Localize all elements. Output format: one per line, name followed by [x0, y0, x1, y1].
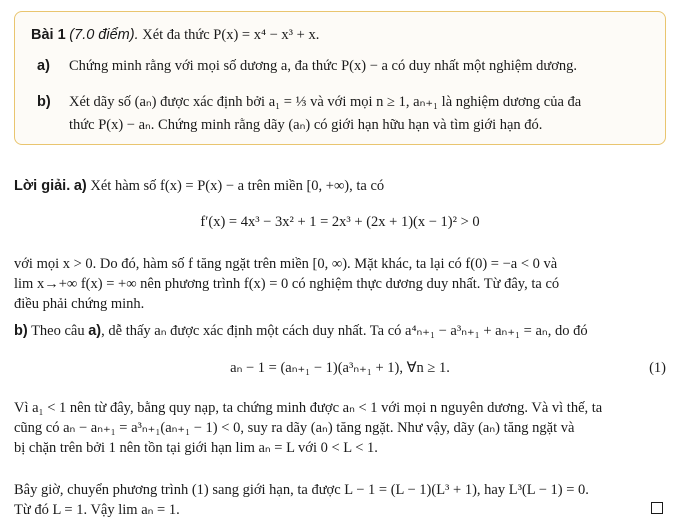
equation-recurrence: aₙ − 1 = (aₙ₊₁ − 1)(a³ₙ₊₁ + 1), ∀n ≥ 1. — [230, 360, 450, 376]
problem-title — [31, 27, 319, 44]
part-b-line-1: Xét dãy số (aₙ) được xác định bởi a₁ = ⅓ và với mọi n ≥ 1, aₙ₊₁ là nghiệm dương của đa — [69, 94, 582, 110]
solution-part-a-intro: Xét hàm số f(x) = P(x) − a trên miền [0, +∞), ta có — [90, 178, 385, 194]
equation-derivative: f′(x) = 4x³ − 3x² + 1 = 2x³ + (2x + 1)(x − 1)² > 0 — [200, 214, 480, 230]
solution-final-line-2: Từ đó L = 1. Vậy lim aₙ = 1. — [14, 502, 180, 518]
solution-heading: Lời giải. — [14, 178, 71, 194]
qed-square-icon — [651, 502, 663, 514]
solution-a-line-1: với mọi x > 0. Do đó, hàm số f tăng ngặt trên miền [0, ∞). Mặt khác, ta lại có f(0) = −a < 0 và — [14, 256, 558, 272]
problem-box — [14, 11, 666, 145]
solution-final-line-1: Bây giờ, chuyển phương trình (1) sang giới hạn, ta được L − 1 = (L − 1)(L³ + 1), hay L³(L − 1) = 0. — [14, 482, 589, 498]
problem-part-a — [37, 55, 657, 78]
problem-number: Bài 1 — [31, 27, 66, 43]
solution-part-b-label: b) — [14, 323, 28, 339]
part-a-text: Chứng minh rằng với mọi số dương a, đa thức P(x) − a có duy nhất một nghiệm dương. — [69, 58, 578, 74]
solution-b-intro-ref: a) — [88, 323, 102, 339]
solution-b-line-2: cũng có aₙ − aₙ₊₁ = a³ₙ₊₁(aₙ₊₁ − 1) < 0, suy ra dãy (aₙ) tăng ngặt. Như vậy, dãy (aₙ) tăng ngặt và — [14, 420, 575, 436]
problem-statement: Xét đa thức P(x) = x⁴ − x³ + x. — [142, 27, 320, 43]
solution-a-paragraph — [14, 254, 674, 314]
solution-heading-line — [14, 176, 674, 196]
equation-number: (1) — [649, 360, 666, 376]
part-b-line-2: thức P(x) − aₙ. Chứng minh rằng dãy (aₙ) có giới hạn hữu hạn và tìm giới hạn đó. — [69, 117, 543, 133]
problem-points: (7.0 điểm). — [69, 27, 139, 43]
part-b-label: b) — [37, 94, 51, 110]
solution-b-paragraph — [14, 398, 674, 458]
solution-b-intro-prefix: Theo câu — [31, 323, 85, 339]
problem-part-b — [37, 91, 657, 137]
solution-a-line-2: lim x→+∞ f(x) = +∞ nên phương trình f(x) = 0 có nghiệm thực dương duy nhất. Từ đây, ta có — [14, 276, 560, 292]
solution-a-line-3: điều phải chứng minh. — [14, 296, 145, 312]
solution-b-intro-rest: , dễ thấy aₙ được xác định một cách duy nhất. Ta có a⁴ₙ₊₁ − a³ₙ₊₁ + aₙ₊₁ = aₙ, do đó — [101, 323, 588, 339]
solution-b-line-1: Vì a₁ < 1 nên từ đây, bằng quy nạp, ta chứng minh được aₙ < 1 với mọi n nguyên dương. Và vì thế, ta — [14, 400, 603, 416]
solution-final-paragraph — [14, 480, 674, 520]
solution-part-a-label: a) — [73, 178, 87, 194]
part-a-label: a) — [37, 58, 50, 74]
solution-b-intro — [14, 321, 674, 341]
solution-b-line-3: bị chặn trên bởi 1 nên tồn tại giới hạn lim aₙ = L với 0 < L < 1. — [14, 440, 378, 456]
